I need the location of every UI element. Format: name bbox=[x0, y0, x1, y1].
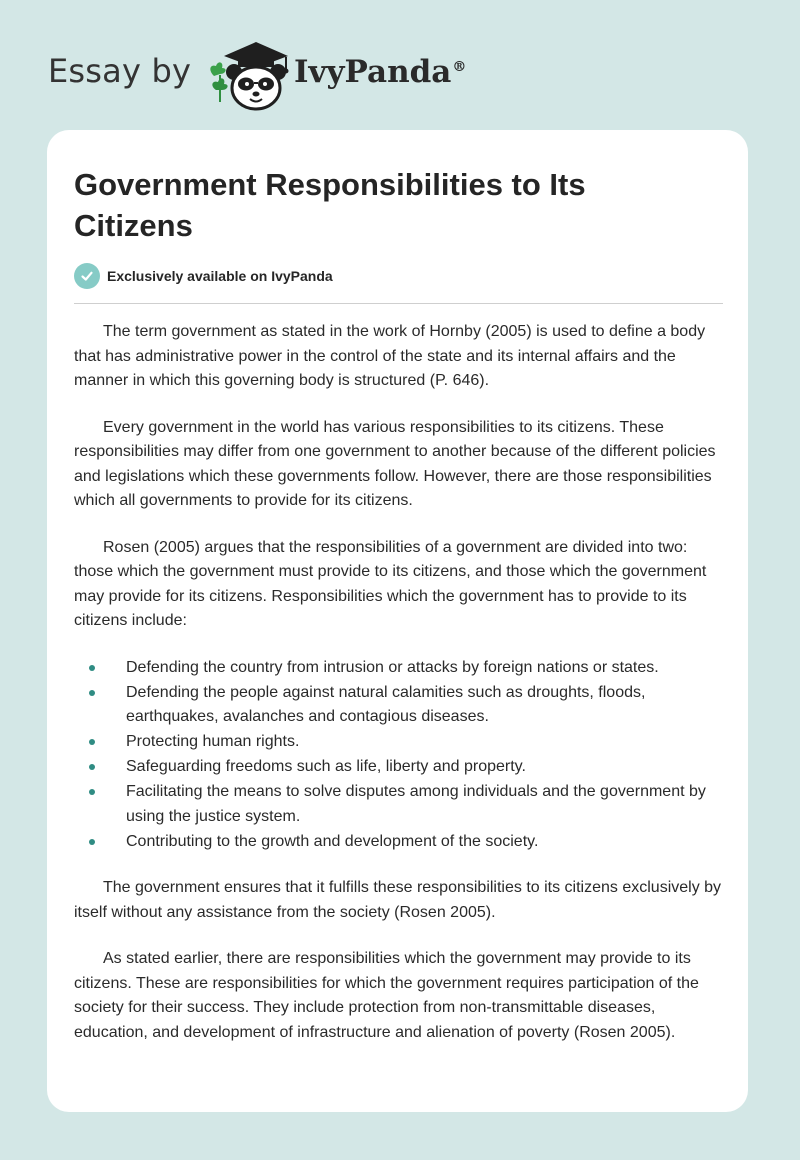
paragraph: The term government as stated in the work of Hornby (2005) is used to define a body that has administrative power in the control of the state and its internal affairs and the manner in which this governing body is structured (P. 646). bbox=[74, 323, 706, 389]
list-item: Facilitating the means to solve disputes among individuals and the government by using the justice system. bbox=[126, 780, 724, 829]
page-title: Government Responsibilities to Its Citizens bbox=[74, 167, 586, 243]
list-item: Defending the country from intrusion or attacks by foreign nations or states. bbox=[126, 656, 724, 681]
paragraph: The government ensures that it fulfills these responsibilities to its citizens exclusively by itself without any assistance from the society (Rosen 2005). bbox=[74, 879, 722, 921]
brand-name[interactable] bbox=[294, 54, 466, 90]
paragraph: Every government in the world has various responsibilities to its citizens. These responsibilities may differ from one government to another because of the different policies and legislations which these governments follow. However, there are those responsibilities which all governments to provide for its citizens. bbox=[74, 418, 716, 509]
divider bbox=[74, 303, 723, 304]
exclusive-badge bbox=[74, 263, 333, 289]
list-item: Safeguarding freedoms such as life, liberty and property. bbox=[126, 755, 724, 780]
exclusive-label: Exclusively available on IvyPanda bbox=[107, 268, 333, 284]
check-icon bbox=[74, 263, 100, 289]
list-item: Defending the people against natural calamities such as droughts, floods, earthquakes, avalanches and contagious diseases. bbox=[126, 681, 724, 730]
site-header bbox=[48, 36, 508, 112]
paragraph: Rosen (2005) argues that the responsibilities of a government are divided into two: those which the government must provide to its citizens, and those which the government may provide for its citizens. Responsibilities which the government has to provide to its citizens include: bbox=[74, 538, 707, 629]
list-item: Protecting human rights. bbox=[126, 730, 724, 755]
brand-text: IvyPanda bbox=[294, 54, 452, 90]
essay-by-label: Essay by bbox=[48, 52, 192, 90]
list-item: Contributing to the growth and development of the society. bbox=[126, 830, 724, 855]
paragraph: As stated earlier, there are responsibilities which the government may provide to its citizens. These are responsibilities for which the government requires participation of the society for their success. They include protection from non-transmittable diseases, education, and development of infrastructure and alienation of poverty (Rosen 2005). bbox=[74, 950, 699, 1041]
registered-mark: ® bbox=[452, 58, 467, 75]
panda-logo-icon[interactable] bbox=[204, 36, 296, 112]
essay-body bbox=[74, 320, 724, 1067]
essay-card bbox=[47, 130, 748, 1112]
responsibilities-list bbox=[74, 656, 724, 855]
